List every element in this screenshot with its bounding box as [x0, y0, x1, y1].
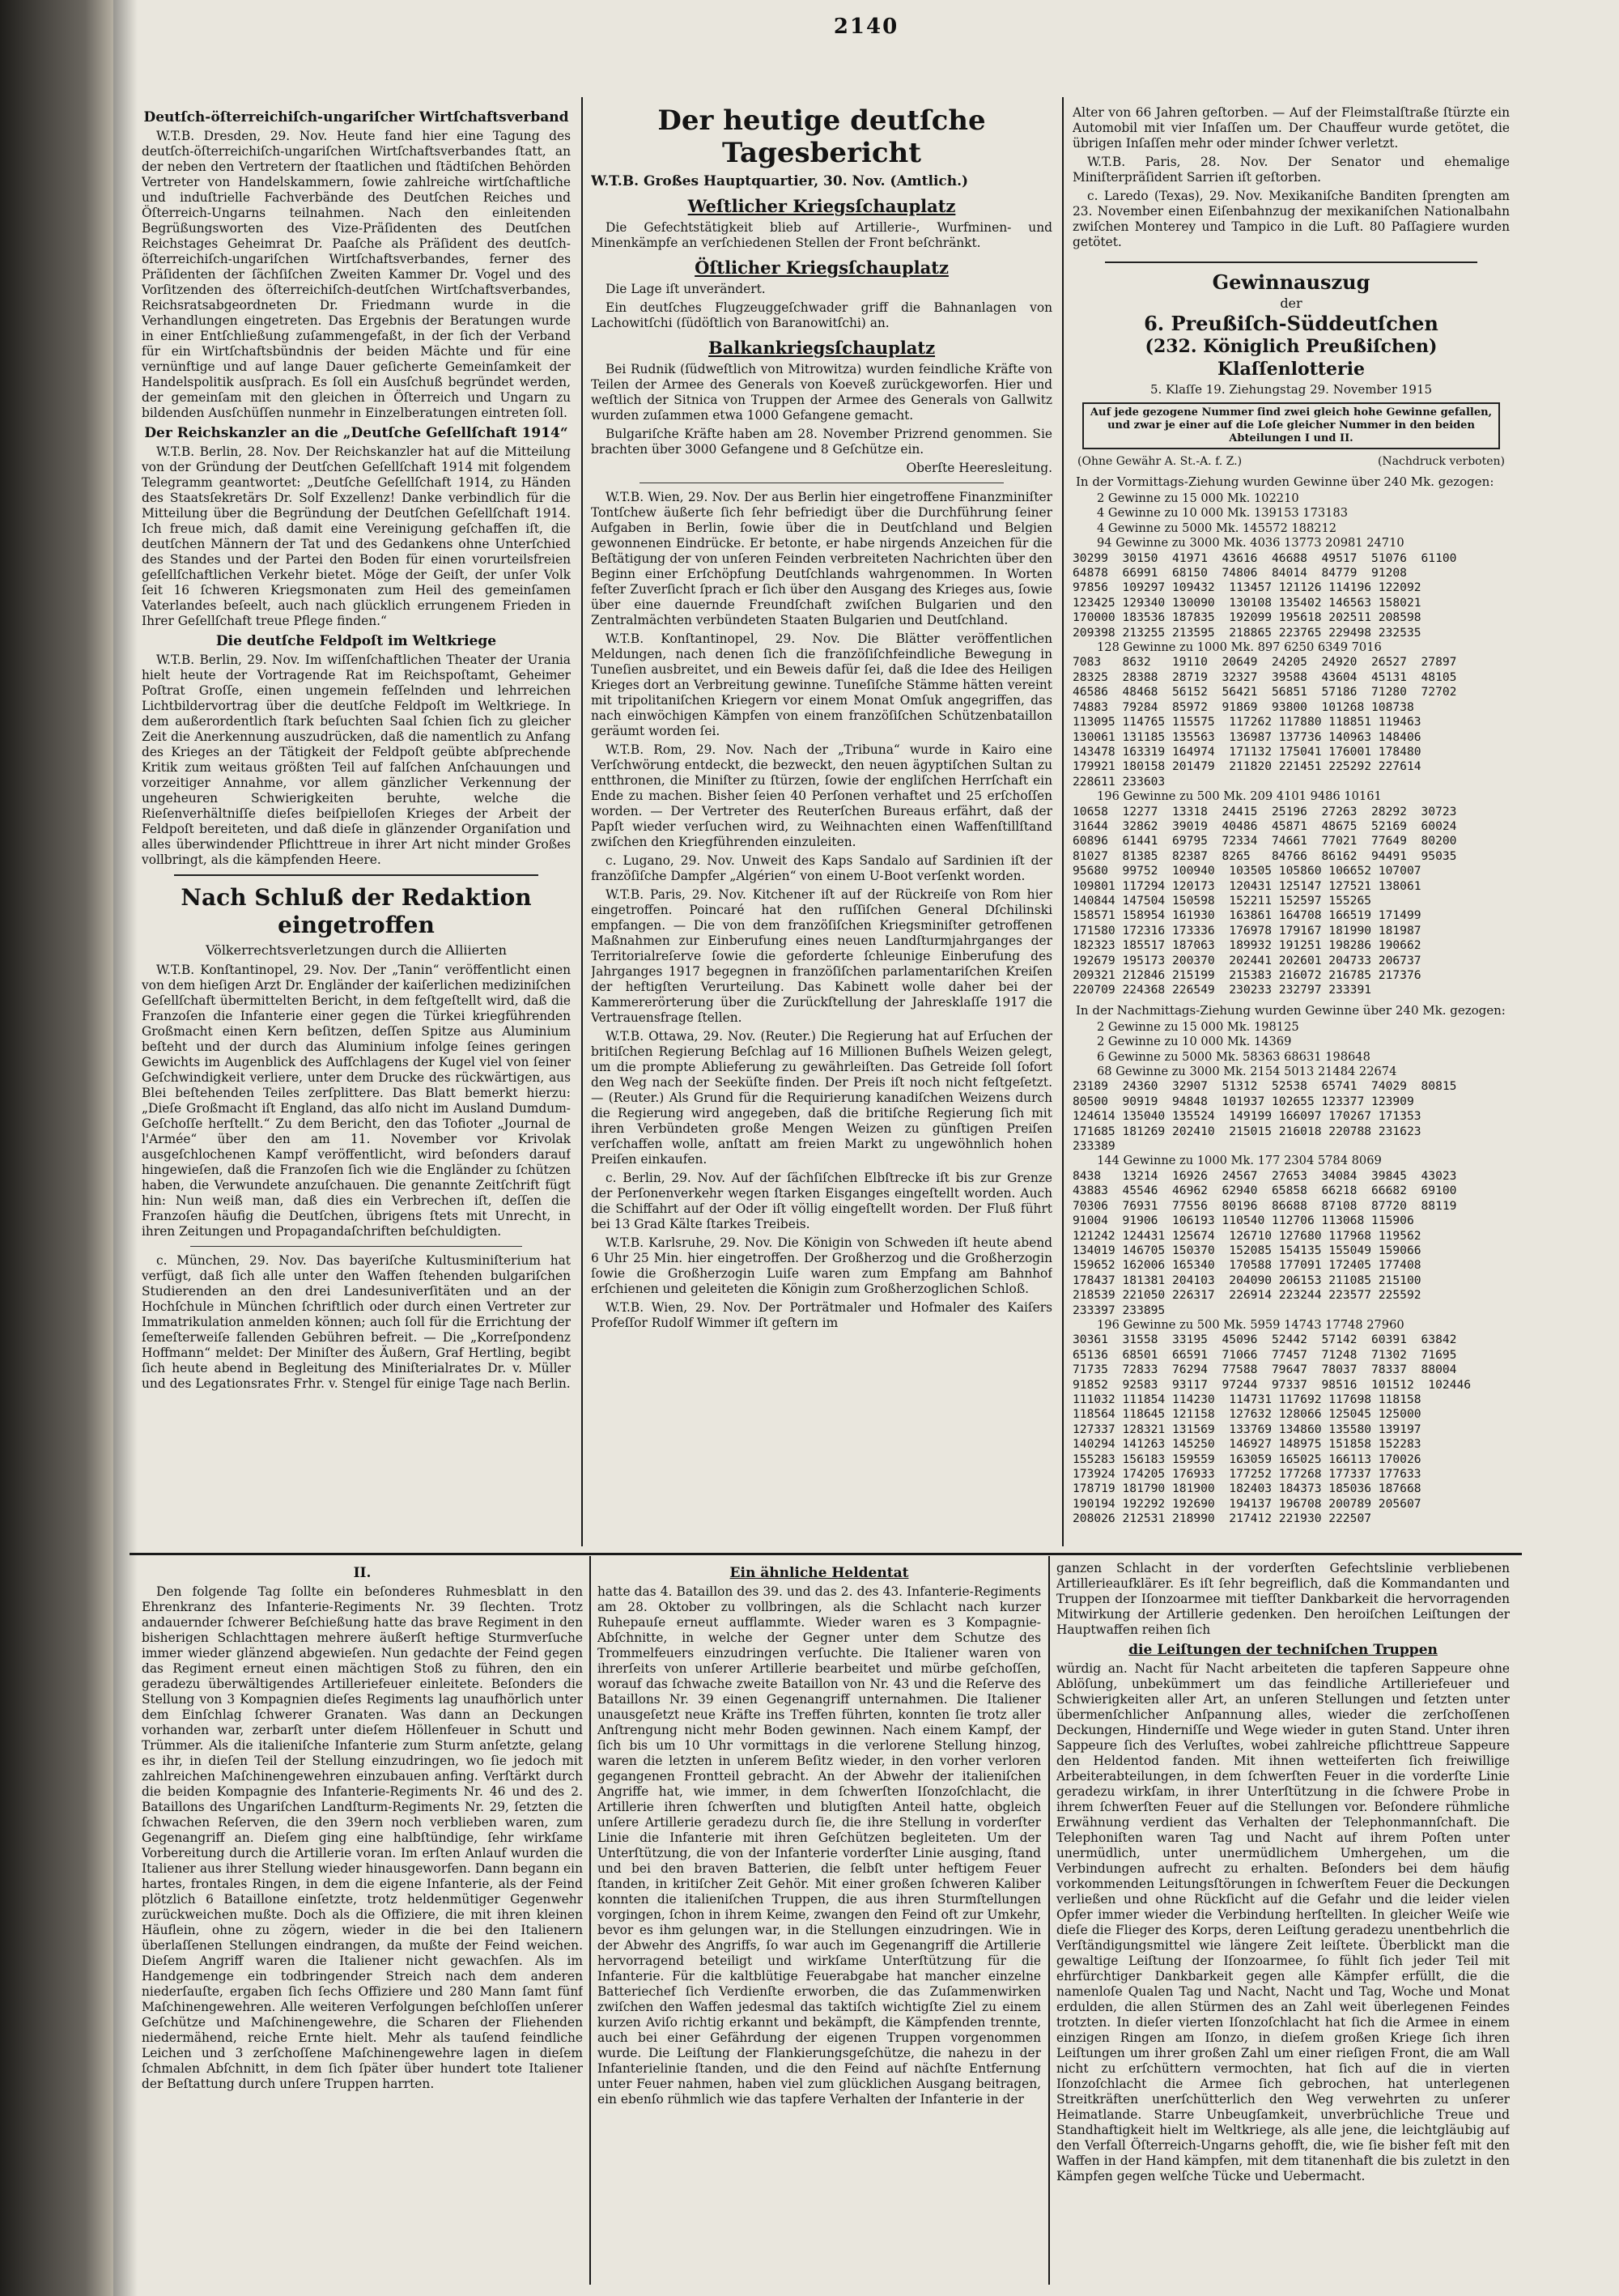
prize-line: 94 Gewinne zu 3000 Mk. 4036 13773 20981 24710 — [1097, 536, 1404, 551]
number-row: 173924 174205 176933 177252 177268 177337 177633 — [1073, 1467, 1421, 1481]
article-paragraph: würdig an. Nacht für Nacht arbeiteten die tapferen Sappeure ohne Ablöſung, unbekümmert um das feindliche Artilleriefeuer und Schwierigkeiten aller Art, an unſeren Stellungen und ſetzten unter übermenſchlicher Anſpannung alles, wieder die zerſchoſſenen Deckungen, Hinderniſſe und Wege wieder in guten Stand. Unter ihren Sappeure ſich des Verluſtes, wobei zahlreiche pflichttreue Sappeure den Heldentod fanden. Mit ihnen wetteiferten ſich freiwillige Arbeiterabteilungen, in dem ſchwerſten Feuer in die vorderſte Linie geradezu wirkſam, in ihrer Unterſtützung in die ſchwere Probe in ihrem ſchwerſten Feuer auf die Stellungen vor. Beſondere rühmliche Erwähnung verdient das Verhalten der Telephonmannſchaft. Die Telephoniſten waren Tag und Nacht auf ihrem Poſten unter unermüdlich, unter unermüdlichem Umhergehen, um die Verbindungen aufrecht zu erhalten. Beſonders bei dem häufig vorkommenden Leitungsſtörungen in ſchwerſtem Feuer die Deckungen verließen und ohne Rückſicht auf die Gefahr und die leider vielen Opfer immer wieder die Verbindung herſtellten. In gleicher Weiſe wie dieſe die Flieger des Korps, deren Leiſtung geradezu unentbehrlich die Verſtändigungsmittel wie längere Zeit leiſtete. Überblickt man die gewaltige Leiſtung der Iſonzoarmee, ſo fühlt ſich jeder Teil mit ehrfürchtiger Dankbarkeit gegen alle Kämpfer erfüllt, die die namenloſe Qualen Tag und Nacht, Nacht und Tag, Woche und Monat erdulden, die allen Stürmen des an Zahl weit überlegenen Feindes trotzten. In dieſer vierten Iſonzoſchlacht hat ſich die Armee in einem einzigen Ringen am Iſonzo, in dieſem großen Kriege ſich ihren Leiſtungen um ihrer großen Zahl um einer rieſigen Front, die am Wall nicht zu erſchüttern vermochten, hat ſich auf die in vierten Iſonzoſchlacht die Armee ſich gebrochen, hat unterlegenen Streitkräften unerſchütterlich den Weg verwehrten zu unſerer Heimatlande. Starre Unbeugſamkeit, unverbrüchliche Treue und Standhaftigkeit hielt im Weltkriege, als alle jene, die leichtgläubig auf den Verfall Öſterreich-Ungarns gehofft, die, wie ſie bisher feſt mit den Waffen in der Hand kämpfen, mit dem titanenhaft die bis zuletzt in den Kämpfen gegen welſche Tücke und Uebermacht. — [1056, 1661, 1510, 2183]
prize-line: 196 Gewinne zu 500 Mk. 209 4101 9486 10161 — [1097, 789, 1382, 804]
number-row: 111032 111854 114230 114731 117692 117698 118158 — [1073, 1392, 1421, 1406]
section-heading: Nach Schluß der Redaktion eingetroffen — [181, 884, 532, 938]
lottery-notes — [1077, 454, 1505, 470]
number-row: 233397 233895 — [1073, 1303, 1166, 1317]
section-rule — [130, 1553, 1522, 1555]
column-rule — [1062, 97, 1064, 1546]
number-row: 130061 131185 135563 136987 137736 140963 148406 — [1073, 729, 1421, 744]
article-paragraph: W.T.B. Rom, 29. Nov. Nach der „Tribuna“ wurde in Kairo eine Verſchwörung entdeckt, die bezweckt, den neuen ägyptiſchen Sultan zu entthronen, die Miniſter zu ſtürzen, ſowie der engliſchen Herrſchaft ein Ende zu machen. Bisher ſeien 40 Perſonen verhaftet und 25 erſchoſſen worden. — Der Vertreter des Reuterſchen Bureaus erfährt, daß der Papſt wieder verſuchen wird, zu Weihnachten einen Waffenſtillſtand zwiſchen den Kriegführenden einzuleiten. — [591, 742, 1052, 849]
number-row: 140844 147504 150598 152211 152597 155265 — [1073, 893, 1372, 908]
number-row: 171580 172316 173336 176978 179167 181990 181987 — [1073, 923, 1421, 938]
article-paragraph: W.T.B. Konſtantinopel, 29. Nov. Die Blätter veröffentlichen Meldungen, nach denen ſich die franzöſiſchfeindliche Bewegung in Tuneſien ausbreitet, und ein Beweis dafür ſei, daß die Idee des Heiligen Krieges dort an Verbreitung gewinne. Tuneſiſche Stämme hätten vereint mit tripolitaniſchen Kriegern vor einem Monat Omſuk angegriffen, das nach einwöchigen Kämpfen von einem franzöſiſchen Schützenbataillon geräumt worden ſei. — [591, 631, 1052, 738]
number-row: 60896 61441 69795 72334 74661 77021 77649 80200 — [1073, 834, 1457, 848]
number-row: 65136 68501 66591 71066 77457 71248 71302 71695 — [1073, 1347, 1457, 1362]
number-row: 30299 30150 41971 43616 46688 49517 51076 61100 — [1073, 551, 1457, 565]
article-paragraph: c. Laredo (Texas), 29. Nov. Mexikaniſche Banditen ſprengten am 23. November einen Eiſenbahnzug der mexikaniſchen Nationalbahn zwiſchen Monterey und Tampico in die Luft. 80 Paſſagiere wurden getötet. — [1073, 189, 1510, 249]
prize-line: 128 Gewinne zu 1000 Mk. 897 6250 6349 7016 — [1097, 640, 1382, 655]
number-row: 228611 233603 — [1073, 774, 1166, 789]
lower-column-middle — [597, 1561, 1041, 2290]
column-rule — [1048, 1556, 1050, 2285]
lower-column-right — [1056, 1561, 1510, 2290]
lower-column-left — [142, 1561, 583, 2290]
divider — [174, 874, 538, 876]
section-number: II. — [353, 1565, 372, 1581]
article-paragraph: W.T.B. Paris, 29. Nov. Kitchener iſt auf der Rückreiſe von Rom hier eingetroffen. Poincaré hat den ruſſiſchen General Dſchilinski empfangen. — Die von dem franzöſiſchen Kriegsminiſter getroffenen Maßnahmen zur Einberufung eines neuen Landſturmjahrganges der Territorialreſerve ſowie die geforderte ſchleunige Einberufung des Jahrganges 1917 begegnen in franzöſiſchen parlamentariſchen Kreiſen der heftigſten Verurteilung. Das Kabinett wolle daher bei der Kammererörterung über die Zurückſtellung der Jahresklaſſe 1917 die Vertrauensfrage ſtellen. — [591, 887, 1052, 1025]
number-row: 123425 129340 130090 130108 135402 146563 158021 — [1073, 595, 1421, 610]
number-row: 74883 79284 85972 91869 93800 101268 108738 — [1073, 699, 1414, 714]
section-heading-balkan: Balkankriegsſchauplatz — [708, 338, 936, 358]
article-paragraph: W.T.B. Berlin, 28. Nov. Der Reichskanzler hat auf die Mitteilung von der Gründung der Deutſchen Geſellſchaft 1914 mit folgendem Telegramm geantwortet: „Deutſche Geſellſchaft 1914, zu Händen des Staatsſekretärs Dr. Solf Exzellenz! Danke verbindlich für die Mitteilung über die Begründung der Deutſchen Geſellſchaft 1914. Ich freue mich, daß damit eine Vereinigung geſchaffen iſt, die deutſchen Männern der Tat und des Gedankens ohne Unterſchied des Standes und der Partei den Boden für einen vorurteilsfreien geſellſchaftlichen Verkehr bietet. Möge der Geiſt, der unſer Volk ſeit 16 ſchweren Kriegsmonaten zum Heil des gemeinſamen Vaterlandes beſeelt, auch nach glücklich errungenem Frieden in Ihrer Geſellſchaft treue Pflege finden.“ — [142, 444, 571, 628]
lottery-title: Gewinnauszug — [1212, 270, 1370, 294]
lottery-subtitle: 5. Klaſſe 19. Ziehungstag 29. November 1915 — [1149, 382, 1433, 397]
article-paragraph: c. Lugano, 29. Nov. Unweit des Kaps Sandalo auf Sardinien iſt der franzöſiſche Dampfer „Algérien“ von einem U-Boot verſenkt worden. — [591, 853, 1052, 883]
number-row: 218539 221050 226317 226914 223244 223577 225592 — [1073, 1288, 1421, 1303]
article-paragraph: W.T.B. Dresden, 29. Nov. Heute fand hier eine Tagung des deutſch-öſterreichiſch-ungariſchen Wirtſchaftsverbandes ſtatt, an der neben den Vertretern der ſtaatlichen und ſtädtiſchen Behörden Vertreter von Handelskammern, ſowie zahlreiche wirtſchaftliche und induſtrielle Fachverbände des Deutſchen Reiches und Öſterreich-Ungarns teilnahmen. Nach den einleitenden Begrüßungsworten des Vize-Präſidenten des Deutſchen Reichstages Geheimrat Dr. Paaſche als Präſident des deutſch-öſterreichiſch-ungariſchen Wirtſchaftsverbandes, ferner des Präſidenten der ſächſiſchen Zweiten Kammer Dr. Vogel und des Vorſitzenden des öſterreichiſch-deutſchen Wirtſchaftsverbandes, Reichsratsabgeordneten Dr. Friedmann wurde in die Verhandlungen eingetreten. Das Ergebnis der Beratungen wurde in einer Entſchließung zuſammengefaßt, in der ſich der Verband für ein Wirtſchaftsbündnis der beiden Mächte und für eine vernünftige und auf lange Dauer geſicherte Gemeinſamkeit der Handelspolitik ausſprach. Es ſoll ein Ausſchuß begründet werden, der gemeinſam mit den gleichen in Öſterreich und Ungarn zu bildenden Ausſchüſſen nunmehr in Einzelberatungen eintreten ſoll. — [142, 129, 571, 420]
article-paragraph: W.T.B. Karlsruhe, 29. Nov. Die Königin von Schweden iſt heute abend 6 Uhr 25 Min. hier eingetroffen. Der Großherzog und die Großherzogin ſowie die Großherzogin Luiſe waren zum Empfang am Bahnhof erſchienen und geleiteten die Königin zum Großherzoglichen Schloß. — [591, 1235, 1052, 1296]
article-heading: Deutſch-öſterreichiſch-ungariſcher Wirtſchaftsverband — [143, 109, 569, 125]
column-left — [142, 105, 571, 1546]
article-paragraph: c. München, 29. Nov. Das bayeriſche Kultusminiſterium hat verfügt, daß ſich alle unter den Waffen ſtehenden bulgariſchen Studierenden an den drei Landesuniverſitäten und an der Hochſchule in München ſchriftlich oder durch einen Vertreter zur Immatrikulation anmelden können; auch ſoll für die Errichtung der ſemeſterweiſe fallenden Gebühren befreit. — Die „Korreſpondenz Hoffmann“ meldet: Der Miniſter des Äußern, Graf Hertling, begibt ſich heute abend in Begleitung des Miniſterialrates Dr. v. Müller und des Legationsrates Frhr. v. Stengel für einige Tage nach Berlin. — [142, 1253, 571, 1391]
number-row: 124614 135040 135524 149199 166097 170267 171353 — [1073, 1109, 1421, 1124]
column-rule — [589, 1556, 591, 2285]
number-row: 64878 66991 68150 74806 84014 84779 91208 — [1073, 566, 1407, 580]
lottery-morning-intro: In der Vormittags-Ziehung wurden Gewinne über 240 Mk. gezogen: — [1076, 474, 1494, 489]
article-paragraph: W.T.B. Paris, 28. Nov. Der Senator und ehemalige Miniſterpräſident Sarrien iſt geſtorben. — [1073, 155, 1510, 185]
article-paragraph: c. Berlin, 29. Nov. Auf der ſächſiſchen Elbſtrecke iſt bis zur Grenze der Perſonenverkehr wegen ſtarken Eisganges eingeſtellt worden. Auch die Schiffahrt auf der Oder iſt völlig eingeſtellt worden. Der Fluß führt bei 13 Grad Kälte ſtarkes Treibeis. — [591, 1171, 1052, 1231]
report-title: Der heutige deutſche Tagesbericht — [657, 104, 986, 169]
number-row: 91004 91906 106193 110540 112706 113068 115906 — [1073, 1214, 1414, 1228]
article-paragraph: W.T.B. Berlin, 29. Nov. Im wiſſenſchaftlichen Theater der Urania hielt heute der Vortragende Rat im Reichspoſtamt, Geheimer Poſtrat Groſſe, einen ungemein feſſelnden und lehrreichen Lichtbildervortrag über die deutſche Feldpoſt im Weltkriege. In dem außerordentlich ſtark beſuchten Saal ſchien ſich zu gleicher Zeit die Anerkennung auszudrücken, daß die namentlich zu Anfang des Krieges an der Tätigkeit der Feldpoſt geübte abſprechende Kritik zum weitaus größten Teil auf falſchen Anſchauungen und vorzeitiger Annahme, vor allem gänzlicher Verkennung der ungeheuren Schwierigkeiten beruhte, welche die Rieſenverhältniſſe dieſes beiſpielloſen Krieges der Arbeit der Feldpoſt bereiteten, und daß dieſe in glänzender Organiſation und alles überwindender Pflichttreue in ihrer Art nicht minder Großes vollbringt, als die kämpfenden Heere. — [142, 653, 571, 867]
divider — [1105, 261, 1477, 263]
number-row: 208026 212531 218990 217412 221930 222507 — [1073, 1512, 1372, 1526]
number-row: 23189 24360 32907 51312 52538 65741 74029 80815 — [1073, 1079, 1457, 1094]
prize-line: 2 Gewinne zu 15 000 Mk. 102210 — [1097, 491, 1299, 505]
number-row: 158571 158954 161930 163861 164708 166519 171499 — [1073, 908, 1421, 923]
column-middle — [591, 101, 1052, 1546]
prize-line: 4 Gewinne zu 5000 Mk. 145572 188212 — [1097, 521, 1337, 535]
article-paragraph: W.T.B. Konſtantinopel, 29. Nov. Der „Tanin“ veröffentlicht einen von dem hieſigen Arzt Dr. Engländer der kaiſerlichen mediziniſchen Geſellſchaft übermittelten Bericht, in dem feſtgeſtellt wird, daß die Franzoſen die Infanterie einer gegen die Türkei kriegführenden Großmacht einen Kern beſitzen, deſſen Spitze aus Aluminium beſteht und der durch das Aluminium infolge ſeines geringen Gewichts im Augenblick des Aufſchlagens der Kugel viel von ſeiner Geſchwindigkeit verliere, unter dem Drucke des rückwärtigen, aus Blei beſtehenden Teiles zerſplittere. Das Blatt bemerkt hierzu: „Dieſe Großmacht iſt England, das alſo nicht im Ausland Dumdum-Geſchoſſe herſtellt.“ Zu dem Bericht, den das Tofioter „Journal de l'Armée“ über den am 11. November vor Krivolak ausgeſchlochenen Kampf veröffentlicht, wird beſonders darauf hingewieſen, daß die Franzoſen ſich wie die Engländer zu ſchützen haben, die Verwundete anzuſchauen. Die genannte Zeitſchrift fügt hin: Nun weiß man, daß dies ein Verbrechen iſt, deſſen die Franzoſen häufig die Deutſchen, übrigens ſtets mit Unrecht, in ihren Zeitungen und Propagandaſchriften beſchuldigten. — [142, 963, 571, 1239]
article-paragraph: ganzen Schlacht in der vorderſten Gefechtslinie verbliebenen Artillerieaufklärer. Es iſt ſehr begreiflich, daß die Kommandanten und Truppen der Iſonzoarmee mit tiefſter Dankbarkeit die hervorragenden Mitwirkung der Artillerie gedenken. Den heroiſchen Leiſtungen der Hauptwaffen reihen ſich — [1056, 1561, 1510, 1637]
number-row: 30361 31558 33195 45096 52442 57142 60391 63842 — [1073, 1333, 1457, 1347]
book-binding — [0, 0, 113, 2296]
article-paragraph: hatte das 4. Bataillon des 39. und das 2. des 43. Infanterie-Regiments am 28. Oktober zu vollbringen, als die Schlacht nach kurzer Ruhepauſe erneut aufflammte. Wieder waren es 3 Kompagnie-Abſchnitte, in welche der Gegner unter dem Schutze des Trommelfeuers einzudringen verſuchte. Die Italiener waren von ihrerſeits von unſerer Artillerie bearbeitet und mürbe geſchoſſen, worauf das ſchwache zweite Bataillon von Nr. 43 und die Reſerve des Bataillons Nr. 39 einen Gegenangriff unternahmen. Die Italiener unausgeſetzt neue Kräfte ins Treffen führten, konnten ſie trotz aller Anſtrengung nicht mehr Boden gewinnen. Nach einem Kampf, der ſich bis um 10 Uhr vormittags in die verlorene Stellung hinzog, waren die letzten in unſerem Beſitz wieder, in den vorher verloren gegangenen Frontteil gebracht. An der Abwehr der italieniſchen Angriffe hat, wie immer, in dem ſchwerſten Iſonzoſchlacht, die Artillerie ihren ſchwerſten und blutigſten Anteil hatte, obgleich unſere Artillerie geradezu durch ſie, die ihre Stellung in vorderſter Linie die Infanterie mit ihren Geſchützen begleiteten. Um der Unterſtützung, die von der Infanterie vorderſter Linie ausging, ſtand und bei den braven Batterien, die ſelbſt unter heftigem Feuer ſtanden, in kritiſcher Zeit Gehör. Mit einer großen ſchweren Kaliber konnten die italieniſchen Truppen, die aus ihren Sturmſtellungen vorgingen, ſchon in ihrem Keime, zwangen den Feind oft zur Umkehr, bevor es ihm gelungen war, in die Stellungen einzudringen. Wie in der Abwehr des Angriffs, ſo war auch im Gegenangriff die Artillerie hervorragend beteiligt und wirkſame Unterſtützung für die Infanterie. Für die kaltblütige Feuerabgabe hat mancher einzelne Batteriechef ſich Verdienſte erworben, die das Zuſammenwirken zwiſchen den Waffen jedesmal das taktiſch wichtigſte Ziel zu einem kurzen Aviſo richtig erkannt und bekämpft, die Kämpfenden trennte, auch bei einer Gefährdung der eigenen Truppen vorgenommen wurde. Die Leiſtung der Flankierungsgeſchütze, die nahezu in der Infanterielinie ſtanden, und die den Feind auf nächſte Entfernung unter Feuer nahmen, haben viel zum glücklichen Ausgang beitragen, ein ebenſo rühmlich wie das tapfere Verhalten der Infanterie in der — [597, 1584, 1041, 2107]
section-subheading: Völkerrechtsverletzungen durch die Alliierten — [206, 942, 507, 958]
number-row: 140294 141263 145250 146927 148975 151858 152283 — [1073, 1437, 1421, 1452]
article-paragraph: Die Lage iſt unverändert. — [606, 282, 766, 296]
number-row: 209321 212846 215199 215383 216072 216785 217376 — [1073, 968, 1421, 982]
article-heading: Der Reichskanzler an die „Deutſche Geſellſchaft 1914“ — [144, 425, 568, 441]
article-paragraph: Bei Rudnik (ſüdweſtlich von Mitrowitza) wurden feindliche Kräfte von Teilen der Armee des Generals von Koeveß zurückgeworfen. Hier und weſtlich der Sitnica von Truppen der Armee des Generals von Gallwitz wurden zuſammen etwa 1000 Gefangene gemacht. — [591, 362, 1052, 423]
article-paragraph: Bulgariſche Kräfte haben am 28. November Prizrend genommen. Sie brachten über 3000 Gefangene und 8 Geſchütze ein. — [591, 427, 1052, 457]
article-paragraph: Ein deutſches Flugzeuggeſchwader griff die Bahnanlagen von Lachowitſchi (ſüdöſtlich von Baranowitſchi) an. — [591, 300, 1052, 330]
lottery-notice-box: Auf jede gezogene Nummer ſind zwei gleich hohe Gewinne gefallen, und zwar je einer auf die Loſe gleicher Nummer in den beiden Abteilungen I und II. — [1082, 402, 1500, 449]
number-row: 91852 92583 93117 97244 97337 98516 101512 102446 — [1073, 1377, 1472, 1392]
number-row: 118564 118645 121158 127632 128066 125045 125000 — [1073, 1407, 1421, 1422]
number-row: 71735 72833 76294 77588 79647 78037 78337 88004 — [1073, 1363, 1457, 1377]
lottery-note-left: (Ohne Gewähr A. St.-A. f. Z.) — [1077, 455, 1243, 468]
number-row: 80500 90919 94848 101937 102655 123377 123909 — [1073, 1094, 1414, 1108]
lottery-title: (232. Königlich Preußiſchen) Klaſſenlotterie — [1145, 336, 1438, 380]
number-row: 192679 195173 200370 202441 202601 204733 206737 — [1073, 953, 1421, 967]
number-row: 134019 146705 150370 152085 154135 155049 159066 — [1073, 1243, 1421, 1257]
number-row: 190194 192292 192690 194137 196708 200789 205607 — [1073, 1496, 1421, 1511]
article-paragraph: W.T.B. Ottawa, 29. Nov. (Reuter.) Die Regierung hat auf Erſuchen der britiſchen Regierung Beſchlag auf 16 Millionen Buſhels Weizen gelegt, um die prompte Ablieferung zu gewährleiſten. Das Getreide ſoll ſofort den Weg nach der Seeküſte finden. Der Preis iſt noch nicht feſtgeſetzt. — (Reuter.) Als Grund für die Requirierung kanadiſchen Weizens durch die Regierung wird angegeben, daß die britiſche Regierung ſich mit ihren Verbündeten große Mengen Weizen zu günſtigen Preiſen verſchaffen wolle, anſtatt am freien Markt zu ungewöhnlich hohen Preiſen einkaufen. — [591, 1029, 1052, 1167]
lottery-title: 6. Preußiſch-Süddeutſchen — [1144, 312, 1438, 335]
article-paragraph: Alter von 66 Jahren geſtorben. — Auf der Fleimstalſtraße ſtürzte ein Automobil mit vier Inſaſſen um. Der Chauffeur wurde getötet, die übrigen Inſaſſen mehr oder minder ſchwer verletzt. — [1073, 105, 1510, 151]
article-paragraph: W.T.B. Wien, 29. Nov. Der Porträtmaler und Hofmaler des Kaiſers Profeſſor Rudolf Wimmer iſt geſtern im — [591, 1300, 1052, 1330]
number-row: 81027 81385 82387 8265 84766 86162 94491 95035 — [1073, 848, 1457, 863]
lottery-afternoon-intro: In der Nachmittags-Ziehung wurden Gewinne über 240 Mk. gezogen: — [1076, 1002, 1506, 1018]
divider — [190, 1246, 522, 1247]
column-right — [1073, 105, 1510, 1546]
number-row: 233389 — [1073, 1139, 1115, 1154]
article-paragraph: Die Gefechtstätigkeit blieb auf Artillerie-, Wurfminen- und Minenkämpfe an verſchiedenen Stellen der Front beſchränkt. — [591, 220, 1052, 250]
number-row: 170000 183536 187835 192099 195618 202511 208598 — [1073, 610, 1421, 625]
section-heading-west: Weſtlicher Kriegsſchauplatz — [687, 196, 956, 216]
number-row: 7083 8632 19110 20649 24205 24920 26527 27897 — [1073, 655, 1457, 670]
number-row: 182323 185517 187063 189932 191251 198286 190662 — [1073, 938, 1421, 953]
prize-line: 144 Gewinne zu 1000 Mk. 177 2304 5784 8069 — [1097, 1154, 1382, 1168]
lottery-morning-list — [1073, 491, 1510, 998]
number-row: 8438 13214 16926 24567 27653 34084 39845 43023 — [1073, 1168, 1457, 1183]
number-row: 127337 128321 131569 133769 134860 135580 139197 — [1073, 1422, 1421, 1436]
number-row: 95680 99752 100940 103505 105860 106652 107007 — [1073, 864, 1421, 878]
newspaper-page — [113, 0, 1619, 2296]
number-row: 178719 181790 181900 182403 184373 185036 187668 — [1073, 1482, 1421, 1496]
column-rule — [581, 97, 583, 1546]
article-paragraph: Den folgende Tag ſollte ein beſonderes Ruhmesblatt in den Ehrenkranz des Infanterie-Regiments Nr. 39 ſlechten. Trotz andauernder ſchwerer Beſchießung hatte das brave Regiment in den bisherigen Schlachttagen mehrere äußerſt heftige Sturmverſuche immer wieder glänzend abgewieſen. Nun gedachte der Feind gegen das Regiment erneut einen mächtigen Stoß zu führen, den ein geradezu überwältigendes Artilleriefeuer einleitete. Beſonders die Stellung von 3 Kompagnien dieſes Regiments lag unaufhörlich unter dem Einſchlag ſchwerer Granaten. Was dann an Deckungen vorhanden war, zerbarſt unter dieſem Höllenfeuer in Schutt und Trümmer. Als die italieniſche Infanterie zum Sturm anſetzte, gelang es ihr, in dieſen Teil der Stellung einzudringen, wo ſie jedoch mit zahlreichen Maſchinengewehren einzubauen anfing. Verſtärkt durch die beiden Kompagnie des Infanterie-Regiments Nr. 46 und des 2. Bataillons des Ungariſchen Landſturm-Regiments Nr. 29, ſetzten die ſchwachen Reſerven, die den 39ern noch verblieben waren, zum Gegenangriff an. Dieſem ging eine halbſtündige, ſehr wirkſame Vorbereitung durch die Artillerie voran. Im erſten Anlauf wurden die Italiener aus ihrer Stellung wieder hinausgeworfen. Dann begann ein hartes, frontales Ringen, in dem die eigene Infanterie, als der Feind plötzlich 6 Bataillone einſetzte, trotz heldenmütiger Gegenwehr zurückweichen mußte. Doch als die Offiziere, die mit ihren kleinen Häuflein, ohne zu zögern, wieder in die bei den Italienern überlaſſenen Stellungen eindrangen, da mußte der Feind weichen. Dieſem Angriff waren die Italiener nicht gewachſen. Als im Handgemenge ein todbringender Streich nach dem anderen niederſauſte, ergaben ſich ſechs Offiziere und 280 Mann ſamt fünf Maſchinengewehren. Alle weiteren Verfolgungen beſchloſſen unſerer Geſchütze und Maſchinengewehre, die Scharen der Fliehenden niedermähend, reiche Ernte hielt. Mehr als tauſend feindliche Leichen und 3 zerſchoſſene Maſchinengewehre lagen in dieſem ſchmalen Abſchnitt, in dem ſich ſpäter über hundert tote Italiener der Beſtattung durch unſere Truppen harrten. — [142, 1584, 583, 2091]
number-row: 31644 32862 39019 40486 45871 48675 52169 60024 — [1073, 818, 1457, 833]
number-row: 171685 181269 202410 215015 216018 220788 231623 — [1073, 1124, 1421, 1138]
lottery-der: der — [1280, 296, 1302, 311]
number-row: 143478 163319 164974 171132 175041 176001 178480 — [1073, 744, 1421, 759]
number-row: 46586 48468 56152 56421 56851 57186 71280 72702 — [1073, 685, 1457, 699]
number-row: 155283 156183 159559 163059 165025 166113 170026 — [1073, 1452, 1421, 1466]
number-row: 159652 162006 165340 170588 177091 172405 177408 — [1073, 1258, 1421, 1273]
number-row: 43883 45546 46962 62940 65858 66218 66682 69100 — [1073, 1184, 1457, 1198]
report-dateline: W.T.B. Großes Hauptquartier, 30. Nov. (Amtlich.) — [591, 173, 969, 189]
lottery-note-right: (Nachdruck verboten) — [1377, 455, 1505, 468]
lottery-afternoon-list — [1073, 1020, 1510, 1527]
number-row: 178437 181381 204103 204090 206153 211085 215100 — [1073, 1273, 1421, 1287]
article-heading: Die deutſche Feldpoſt im Weltkriege — [215, 633, 497, 649]
prize-line: 6 Gewinne zu 5000 Mk. 58363 68631 198648 — [1097, 1049, 1370, 1064]
number-row: 179921 180158 201479 211820 221451 225292 227614 — [1073, 759, 1421, 774]
page-number: 2140 — [833, 15, 899, 39]
lottery-table — [1073, 271, 1510, 1527]
number-row: 121242 124431 125674 126710 127680 117968 119562 — [1073, 1228, 1421, 1243]
article-paragraph: W.T.B. Wien, 29. Nov. Der aus Berlin hier eingetroffene Finanzminiſter Tontſchew äußerte ſich ſehr befriedigt über die Durchführung ſeiner Aufgaben in Berlin, ſowie über die in Deutſchland und Belgien gewonnenen Eindrücke. Er betonte, er habe nirgends Anzeichen für die Beſtätigung der von unſeren Feinden verbreiteten Nachrichten über den Beginn einer Erſchöpfung Deutſchlands wahrgenommen. In Worten feſter Zuverſicht ſprach er ſich über den Ausgang des Krieges aus, ſowie über eine dauernde Freundſchaft zwiſchen Bulgarien und den Zentralmächten verbündeten Staaten Bulgarien und Deutſchland. — [591, 490, 1052, 627]
number-row: 28325 28388 28719 32327 39588 43604 45131 48105 — [1073, 670, 1457, 684]
number-row: 220709 224368 226549 230233 232797 233391 — [1073, 983, 1372, 997]
number-row: 113095 114765 115575 117262 117880 118851 119463 — [1073, 715, 1421, 729]
prize-line: 2 Gewinne zu 15 000 Mk. 198125 — [1097, 1019, 1299, 1034]
prize-line: 68 Gewinne zu 3000 Mk. 2154 5013 21484 22674 — [1097, 1065, 1397, 1079]
prize-line: 2 Gewinne zu 10 000 Mk. 14369 — [1097, 1035, 1292, 1049]
number-row: 109801 117294 120173 120431 125147 127521 138061 — [1073, 878, 1421, 893]
prize-line: 196 Gewinne zu 500 Mk. 5959 14743 17748 27960 — [1097, 1317, 1404, 1332]
prize-line: 4 Gewinne zu 10 000 Mk. 139153 173183 — [1097, 506, 1349, 521]
section-heading-east: Öſtlicher Kriegsſchauplatz — [695, 257, 949, 278]
number-row: 209398 213255 213595 218865 223765 229498 232535 — [1073, 625, 1421, 640]
article-heading: Ein ähnliche Heldentat — [729, 1565, 909, 1581]
number-row: 70306 76931 77556 80196 86688 87108 87720 88119 — [1073, 1198, 1457, 1213]
report-signature: Oberſte Heeresleitung. — [906, 461, 1052, 475]
article-heading: die Leiſtungen der techniſchen Truppen — [1128, 1642, 1438, 1658]
number-row: 10658 12277 13318 24415 25196 27263 28292 30723 — [1073, 804, 1457, 818]
number-row: 97856 109297 109432 113457 121126 114196 122092 — [1073, 580, 1421, 595]
